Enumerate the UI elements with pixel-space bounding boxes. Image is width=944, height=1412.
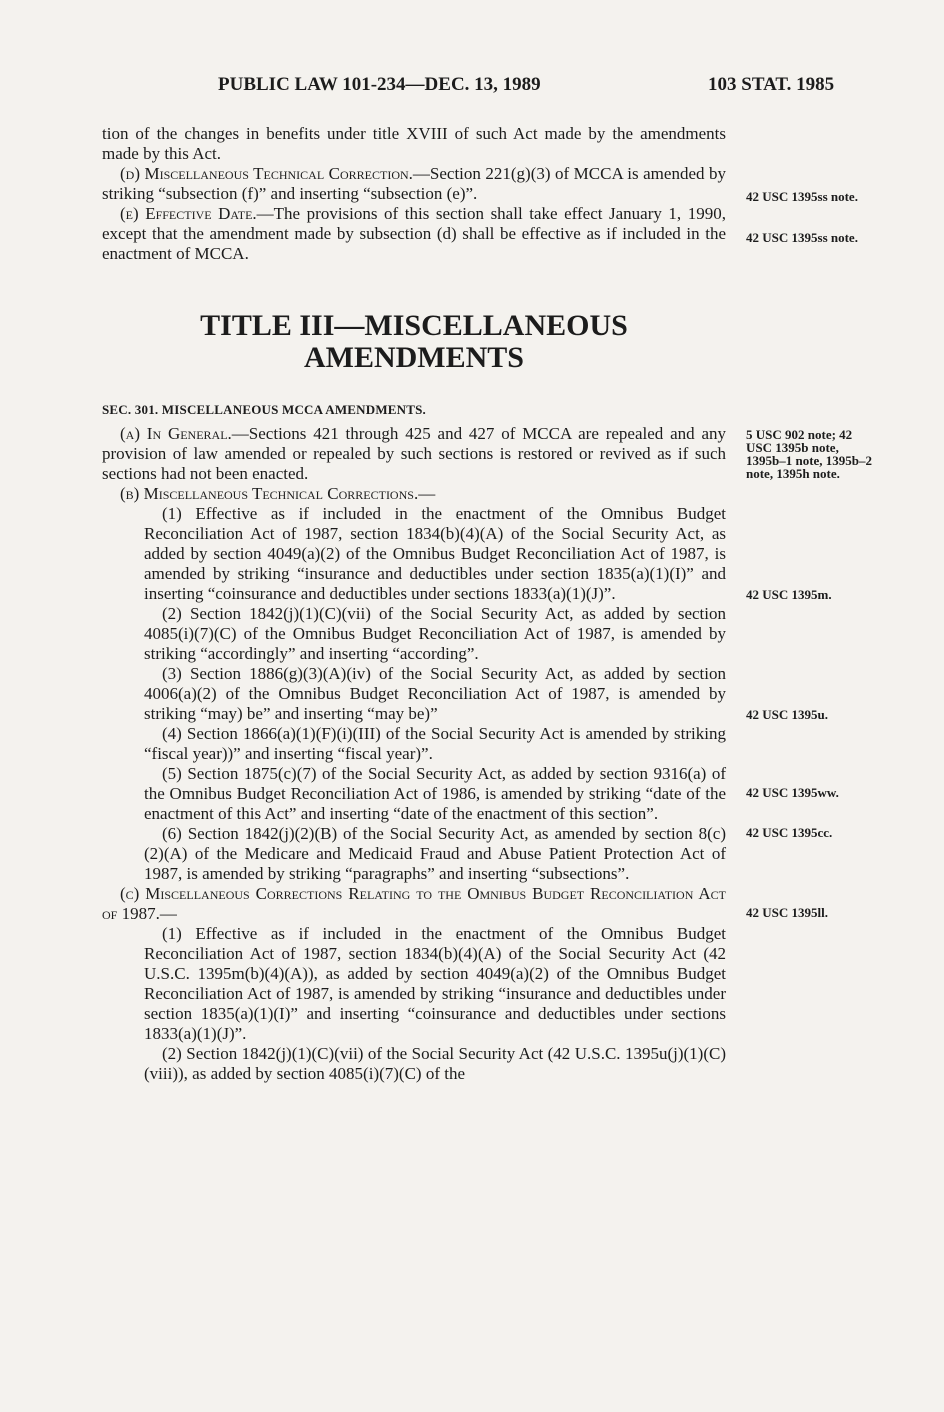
margin-note: 42 USC 1395cc.: [746, 825, 833, 840]
paragraph-continuation: tion of the changes in benefits under title XVIII of such Act made by the amendments made by this Act.: [102, 124, 726, 163]
top-text-block: [102, 124, 726, 264]
paragraph-c2: (2) Section 1842(j)(1)(C)(vii) of the Social Security Act (42 U.S.C. 1395u(j)(1)(C)(viii)), as added by section 4085(i)(7)(C) of the: [144, 1044, 726, 1083]
paragraph-d-heading: (d) Miscellaneous Technical Correction.: [120, 164, 413, 183]
margin-note: 42 USC 1395ll.: [746, 905, 828, 920]
margin-note: 42 USC 1395ww.: [746, 785, 839, 800]
running-header-left: PUBLIC LAW 101-234—DEC. 13, 1989: [218, 74, 541, 95]
page-number-header: 103 STAT. 1985: [708, 74, 835, 95]
paragraph-b3: (3) Section 1886(g)(3)(A)(iv) of the Social Security Act, as added by section 4006(a)(2) of the Omnibus Budget Reconciliation Act of 1987, is amended by striking “may) be” and inserting “may be)”: [144, 664, 726, 723]
paragraph-b1: (1) Effective as if included in the enactment of the Omnibus Budget Reconciliation Act of 1987, section 1834(b)(4)(A) of the Social Security Act, as added by section 4049(a)(2) of the Omnibus Budget Reconciliation Act of 1987, is amended by striking “insurance and deductibles under section 1835(a)(1)(I)” and inserting “coinsurance and deductibles under sections 1833(a)(1)(J)”.: [144, 504, 726, 603]
title-line-2: AMENDMENTS: [303, 341, 524, 374]
paragraph-d: [102, 164, 726, 204]
subsection-a: [102, 424, 726, 484]
paragraph-b5: (5) Section 1875(c)(7) of the Social Security Act, as added by section 9316(a) of the Omnibus Budget Reconciliation Act of 1986, is amended by striking “date of the enactment of this Act” and inserting “date of the enactment of this section”.: [144, 764, 726, 823]
subsection-b-heading: (b) Miscellaneous Technical Corrections.—: [120, 484, 436, 503]
margin-note: 42 USC 1395u.: [746, 707, 828, 722]
section-heading-block: [102, 400, 726, 420]
subsection-a-heading: (a) In General.: [120, 424, 232, 443]
paragraph-e-heading: (e) Effective Date.: [120, 204, 257, 223]
margin-note: 42 USC 1395m.: [746, 587, 832, 602]
margin-note: 42 USC 1395ss note.: [746, 189, 858, 204]
section-heading: SEC. 301. MISCELLANEOUS MCCA AMENDMENTS.: [102, 402, 427, 417]
paragraph-c1: (1) Effective as if included in the enactment of the Omnibus Budget Reconciliation Act of 1987, section 1834(b)(4)(A) of the Social Security Act (42 U.S.C. 1395m(b)(4)(A)), as added by section 4049(a)(2) of the Omnibus Budget Reconciliation Act of 1987, is amended by striking “insurance and deductibles under section 1835(a)(1)(I)” and inserting “coinsurance and deductibles under sections 1833(a)(1)(J)”.: [144, 924, 726, 1043]
title-line-1: TITLE III—MISCELLANEOUS: [200, 309, 628, 342]
paragraph-d-text: —Section 221(g)(3) of MCCA is amended by striking “subsection (f)” and inserting “subsection (e)”.: [102, 164, 726, 203]
paragraph-e: [102, 204, 726, 264]
paragraph-b2: (2) Section 1842(j)(1)(C)(vii) of the Social Security Act, as added by section 4085(i)(7)(C) of the Omnibus Budget Reconciliation Act of 1987, is amended by striking “accordingly” and inserting “according”.: [144, 604, 726, 663]
margin-note: 5 USC 902 note; 42 USC 1395b note, 1395b–1 note, 1395b–2 note, 1395h note.: [746, 427, 873, 481]
paragraph-b6: (6) Section 1842(j)(2)(B) of the Social Security Act, as amended by section 8(c)(2)(A) of the Medicare and Medicaid Fraud and Abuse Patient Protection Act of 1987, is amended by striking “paragraphs” and inserting “subsections”.: [144, 824, 726, 883]
section-301-body: [102, 424, 726, 1084]
subsection-c-heading: (c) Miscellaneous Corrections Relating to the Omnibus Budget Reconciliation Act of 1987.—: [102, 884, 726, 923]
subsection-a-text: —Sections 421 through 425 and 427 of MCCA are repealed and any provision of law amended or repealed by such sections is restored or revived as if such sections had not been enacted.: [102, 424, 726, 483]
paragraph-e-text: —The provisions of this section shall take effect January 1, 1990, except that the amendment made by subsection (d) shall be effective as if included in the enactment of MCCA.: [102, 204, 726, 263]
paragraph-b4: (4) Section 1866(a)(1)(F)(i)(III) of the Social Security Act is amended by striking “fiscal year))” and inserting “fiscal year)”.: [144, 724, 726, 763]
title-block: [102, 310, 726, 374]
margin-note: 42 USC 1395ss note.: [746, 230, 858, 245]
